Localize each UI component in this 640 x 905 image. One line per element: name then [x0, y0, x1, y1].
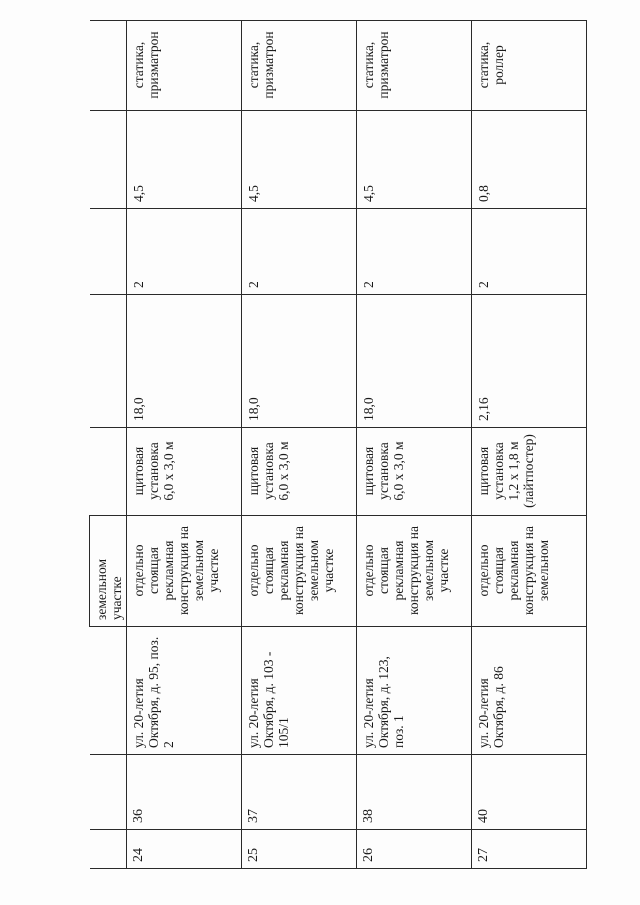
object-type-cell: отдельно стоящая рекламная конструкция на земельном участке [242, 516, 357, 627]
advertising-structures-table [89, 20, 587, 869]
cell-empty [90, 428, 127, 516]
row-number: 24 [127, 830, 242, 869]
construction-cell: щитовая установка 6,0 х 3,0 м [357, 428, 472, 516]
table-row [127, 21, 242, 869]
kind-cell: статика, призматрон [242, 21, 357, 111]
construction-cell: щитовая установка 1,2 х 1,8 м (лайтпостер) [472, 428, 587, 516]
cell-empty [90, 295, 127, 428]
registry-number: 38 [357, 755, 472, 830]
sides-cell: 2 [357, 209, 472, 295]
registry-number: 40 [472, 755, 587, 830]
address-cell: ул. 20-летия Октября, д. 123, поз. 1 [357, 627, 472, 755]
sides-cell: 2 [242, 209, 357, 295]
registry-number: 37 [242, 755, 357, 830]
table-row-continued-header [90, 21, 127, 869]
height-cell: 4,5 [242, 111, 357, 209]
row-number: 26 [357, 830, 472, 869]
height-cell: 4,5 [357, 111, 472, 209]
table-row [472, 21, 587, 869]
registry-number: 36 [127, 755, 242, 830]
construction-cell: щитовая установка 6,0 х 3,0 м [127, 428, 242, 516]
object-type-cell: отдельно стоящая рекламная конструкция на земельном [472, 516, 587, 627]
area-cell: 18,0 [242, 295, 357, 428]
kind-cell: статика, роллер [472, 21, 587, 111]
cell-empty [90, 830, 127, 869]
address-cell: ул. 20-летия Октября, д. 95, поз. 2 [127, 627, 242, 755]
row-number: 25 [242, 830, 357, 869]
kind-cell: статика, призматрон [127, 21, 242, 111]
area-cell: 18,0 [357, 295, 472, 428]
sides-cell: 2 [472, 209, 587, 295]
cell-empty [90, 627, 127, 755]
cell-empty [90, 755, 127, 830]
cell-empty [90, 209, 127, 295]
area-cell: 18,0 [127, 295, 242, 428]
row-number: 27 [472, 830, 587, 869]
cell-empty [90, 21, 127, 111]
address-cell: ул. 20-летия Октября, д. 86 [472, 627, 587, 755]
object-type-cell: отдельно стоящая рекламная конструкция на земельном участке [357, 516, 472, 627]
table-row [242, 21, 357, 869]
cell-empty [90, 111, 127, 209]
height-cell: 4,5 [127, 111, 242, 209]
rotated-table-wrapper [89, 21, 582, 869]
object-type-cell: отдельно стоящая рекламная конструкция на земельном участке [127, 516, 242, 627]
kind-cell: статика, призматрон [357, 21, 472, 111]
table-row [357, 21, 472, 869]
cell-land-continued: земельном участке [90, 516, 127, 627]
height-cell: 0,8 [472, 111, 587, 209]
construction-cell: щитовая установка 6,0 х 3,0 м [242, 428, 357, 516]
area-cell: 2,16 [472, 295, 587, 428]
address-cell: ул. 20-летия Октября, д. 103 - 105/1 [242, 627, 357, 755]
sides-cell: 2 [127, 209, 242, 295]
